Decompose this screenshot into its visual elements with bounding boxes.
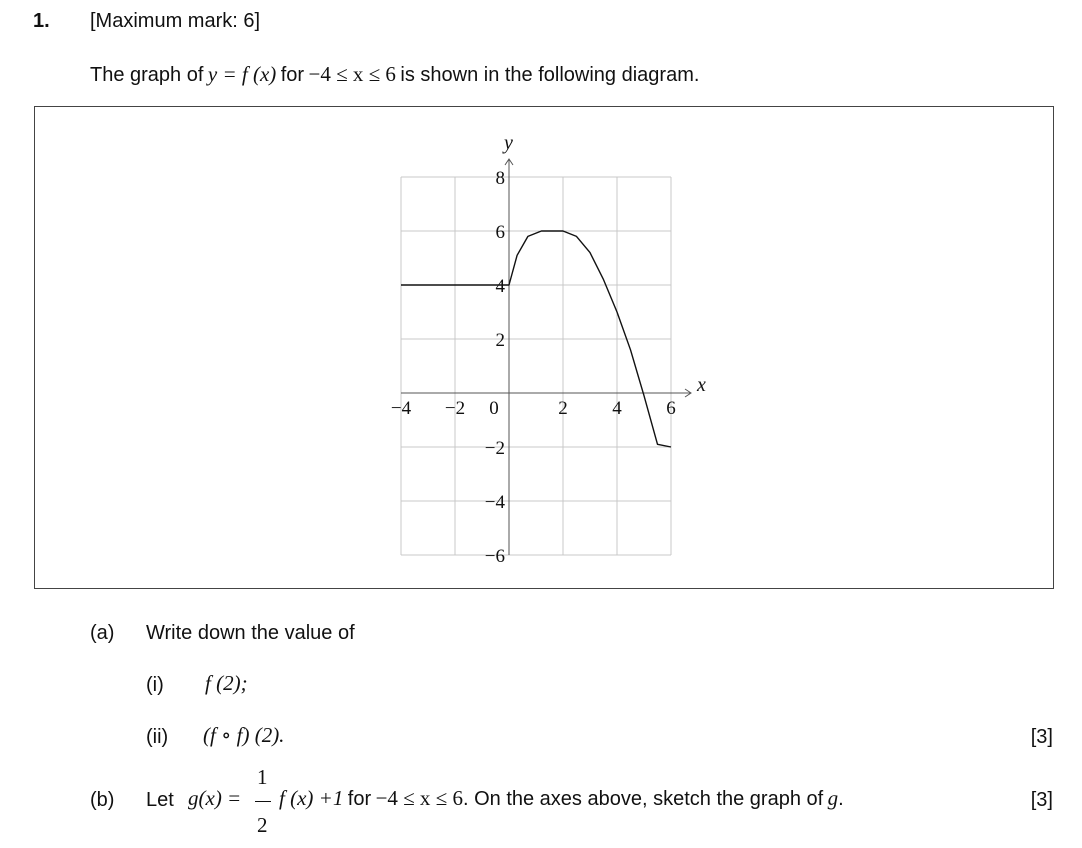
y-tick-label: 8 [495,168,505,189]
part-b-marks: [3] [1030,789,1053,811]
part-b-for: for [347,788,372,810]
y-tick-label: −4 [484,492,505,513]
part-b-label: (b) [90,789,115,811]
part-b-let: Let [146,789,174,811]
part-a-ii-expr: (f ∘ f) (2). [203,723,285,747]
y-tick-label: 4 [495,276,505,297]
part-b-domain: −4 ≤ x ≤ 6 [375,786,463,810]
x-tick-label: 4 [612,398,622,419]
part-b-g-lhs: g(x) = [188,786,242,810]
fraction-numerator: 1 [257,765,268,789]
intro-suffix: is shown in the following diagram. [400,64,700,86]
y-tick-label: 2 [495,330,505,351]
part-a-i-label: (i) [146,674,164,696]
origin-label: 0 [489,398,499,419]
intro-domain: −4 ≤ x ≤ 6 [308,62,396,86]
part-b-text [279,786,844,811]
x-tick-label: −4 [390,398,412,419]
part-a-i-expr: f (2); [205,671,248,695]
x-tick-label: 2 [558,398,568,419]
part-a-text: Write down the value of [146,622,355,644]
part-b-g-rhs: f (x) +1 [279,786,344,810]
question-number: 1. [33,10,50,32]
part-b-instruction: . On the axes above, sketch the graph of [462,788,824,810]
intro-text [90,62,699,87]
x-axis-label: x [697,374,706,396]
fraction-denominator: 2 [257,813,268,837]
part-a-label: (a) [90,622,115,644]
intro-prefix: The graph of [90,64,204,86]
x-tick-label: −2 [444,398,466,419]
fraction-bar [255,801,271,802]
figure-frame [34,106,1054,589]
part-b-g-name: g [827,786,839,810]
x-tick-label: 6 [666,398,676,419]
part-b-end: . [838,788,844,810]
y-tick-label: 6 [495,222,505,243]
y-tick-label: −2 [484,438,505,459]
intro-expr: y = f (x) [207,62,277,86]
y-tick-label: −6 [484,546,505,567]
part-a-ii-label: (ii) [146,726,169,748]
y-axis-label: y [504,132,513,154]
max-mark: [Maximum mark: 6] [90,10,261,32]
intro-mid: for [280,64,305,86]
function-graph [35,107,1053,588]
part-a-marks: [3] [1030,726,1053,748]
